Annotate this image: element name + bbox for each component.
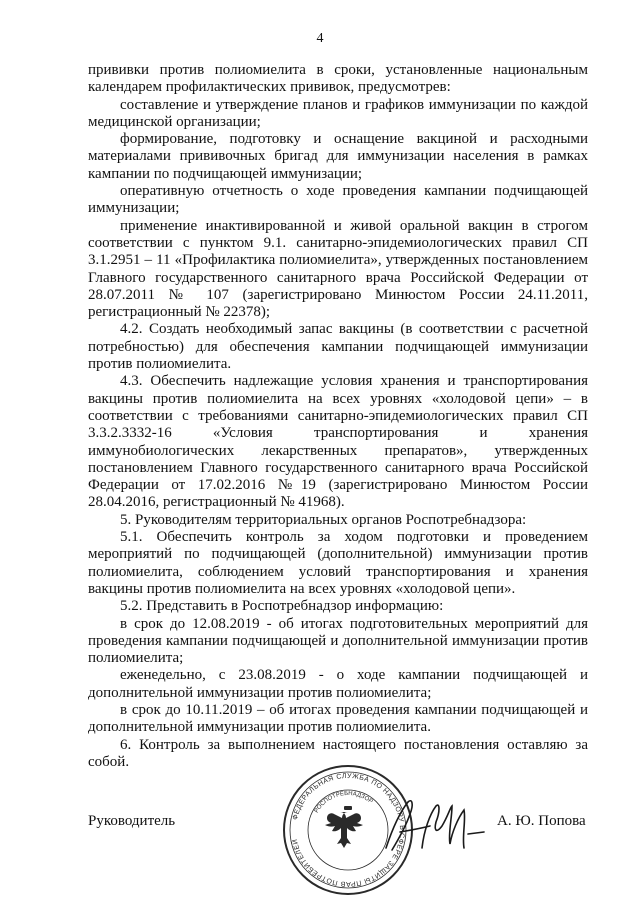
page-number: 4 (316, 31, 324, 46)
handwritten-signature (378, 790, 488, 862)
signer-name: А. Ю. Попова (497, 813, 586, 829)
paragraph: 6. Контроль за выполнением настоящего постановления оставляю за собой. (88, 736, 588, 770)
paragraph: прививки против полиомиелита в сроки, установленные национальным календарем профилактических прививок, предусмотрев: (88, 62, 588, 96)
svg-text:РОСПОТРЕБНАДЗОР (314, 791, 374, 814)
paragraph: еженедельно, с 23.08.2019 - о ходе кампании подчищающей и дополнительной иммунизации против полиомиелита; (88, 667, 588, 701)
paragraph: в срок до 12.08.2019 - об итогах подготовительных мероприятий для проведения кампании подчищающей и дополнительной иммунизации против полиомиелита; (88, 615, 588, 667)
paragraph: в срок до 10.11.2019 – об итогах проведения кампании подчищающей и дополнительной иммунизации против полиомиелита. (88, 701, 588, 736)
paragraph: применение инактивированной и живой оральной вакцин в строгом соответствии с пунктом 9.1. санитарно-эпидемиологических правил СП 3.1.2951 – 11 «Профилактика полиомиелита», утвержденных постановлением Главного государственного санитарного врача Российской Федерации от 28.07.2011 № 107 (зарегистрировано Минюстом России 24.11.2011, регистрационный № 22378); (88, 217, 588, 321)
seal-outer-text: ФЕДЕРАЛЬНАЯ СЛУЖБА ПО НАДЗОРУ В СФЕРЕ ЗАЩИТЫ ПРАВ ПОТРЕБИТЕЛЕЙ (291, 772, 406, 888)
paragraph: 5. Руководителям территориальных органов Роспотребнадзора: (120, 511, 527, 528)
paragraph: 5.2. Представить в Роспотребнадзор информацию: (120, 598, 444, 615)
paragraph: 5.1. Обеспечить контроль за ходом подготовки и проведением мероприятий по подчищающей (дополнительной) иммунизации против полиомиелита, соблюдением условий транспортирования и хранения вакцины против полиомиелита на всех уровнях «холодовой цепи». (88, 529, 588, 597)
document-body (88, 62, 588, 771)
seal-inner-text: РОСПОТРЕБНАДЗОР (313, 790, 374, 815)
paragraph: формирование, подготовку и оснащение вакциной и расходными материалами прививочных бригад для иммунизации населения в рамках кампании по подчищающей иммунизации; (88, 131, 588, 182)
paragraph: 4.2. Создать необходимый запас вакцины (в соответствии с расчетной потребностью) для обеспечения кампании подчищающей иммунизации против полиомиелита. (88, 321, 588, 373)
double-headed-eagle-emblem (325, 806, 363, 848)
signer-role: Руководитель (88, 813, 176, 829)
paragraph: оперативную отчетность о ходе проведения кампании подчищающей иммунизации; (88, 183, 588, 217)
paragraph: составление и утверждение планов и графиков иммунизации по каждой медицинской организации; (88, 96, 588, 130)
paragraph: 4.3. Обеспечить надлежащие условия хранения и транспортирования вакцины против полиомиелита на всех уровнях «холодовой цепи» – в соответствии с требованиями санитарно-эпидемиологических правил СП 3.3.2.3332-16 «Условия транспортирования и хранения иммунобиологических лекарственных препаратов», утвержденных постановлением Главного государственного санитарного врача Российской Федерации от 17.02.2016 №19 (зарегистрировано Минюстом России 28.04.2016, регистрационный № 41968). (88, 373, 588, 511)
